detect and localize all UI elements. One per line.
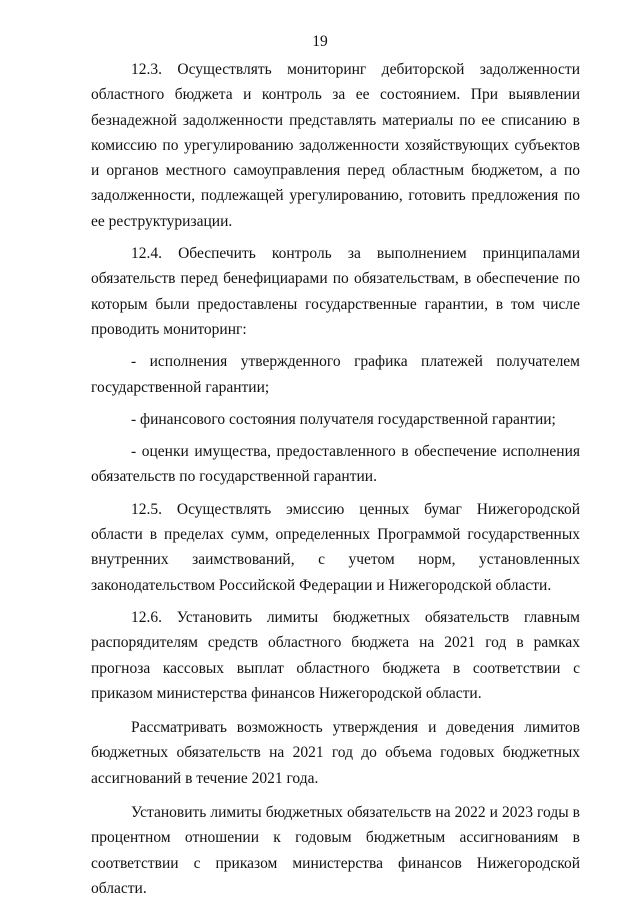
document-body xyxy=(91,57,580,901)
paragraph-12-3: 12.3. Осуществлять мониторинг дебиторской задолженности областного бюджета и контроль за ее состоянием. При выявлении безнадежной задолженности представлять материалы по ее списанию в комиссию по урегулированию задолженности хозяйствующих субъектов и органов местного самоуправления перед областным бюджетом, а по задолженности, подлежащей урегулированию, готовить предложения по ее реструктуризации. xyxy=(91,61,580,230)
paragraph-12-5: 12.5. Осуществлять эмиссию ценных бумаг Нижегородской области в пределах сумм, определенных Программой государственных внутренних заимствований, с учетом норм, установленных законодательством Российской Федерации и Нижегородской области. xyxy=(91,500,580,594)
paragraph-12-4: 12.4. Обеспечить контроль за выполнением принципалами обязательств перед бенефициарами по обязательствам, в обеспечение по которым были предоставлены государственные гарантии, в том числе проводить мониторинг: xyxy=(91,245,580,338)
page-number: 19 xyxy=(312,33,328,50)
paragraph-limits-review: Рассматривать возможность утверждения и доведения лимитов бюджетных обязательств на 2021 год до объема годовых бюджетных ассигнований в течение 2021 года. xyxy=(91,719,580,787)
paragraph-limits-2022-2023: Установить лимиты бюджетных обязательств на 2022 и 2023 годы в процентном отношении к годовым бюджетным ассигнованиям в соответствии с приказом министерства финансов Нижегородской области. xyxy=(91,804,580,897)
list-item-financial-state: - финансового состояния получателя государственной гарантии; xyxy=(131,410,556,428)
paragraph-12-6: 12.6. Установить лимиты бюджетных обязательств главным распорядителям средств областного бюджета на 2021 год в рамках прогноза кассовых выплат областного бюджета в соответствии с приказом министерства финансов Нижегородской области. xyxy=(91,608,580,702)
list-item-schedule: - исполнения утвержденного графика платежей получателем государственной гарантии; xyxy=(91,353,580,396)
list-item-property-valuation: - оценки имущества, предоставленного в обеспечение исполнения обязательств по государственной гарантии. xyxy=(91,443,580,486)
